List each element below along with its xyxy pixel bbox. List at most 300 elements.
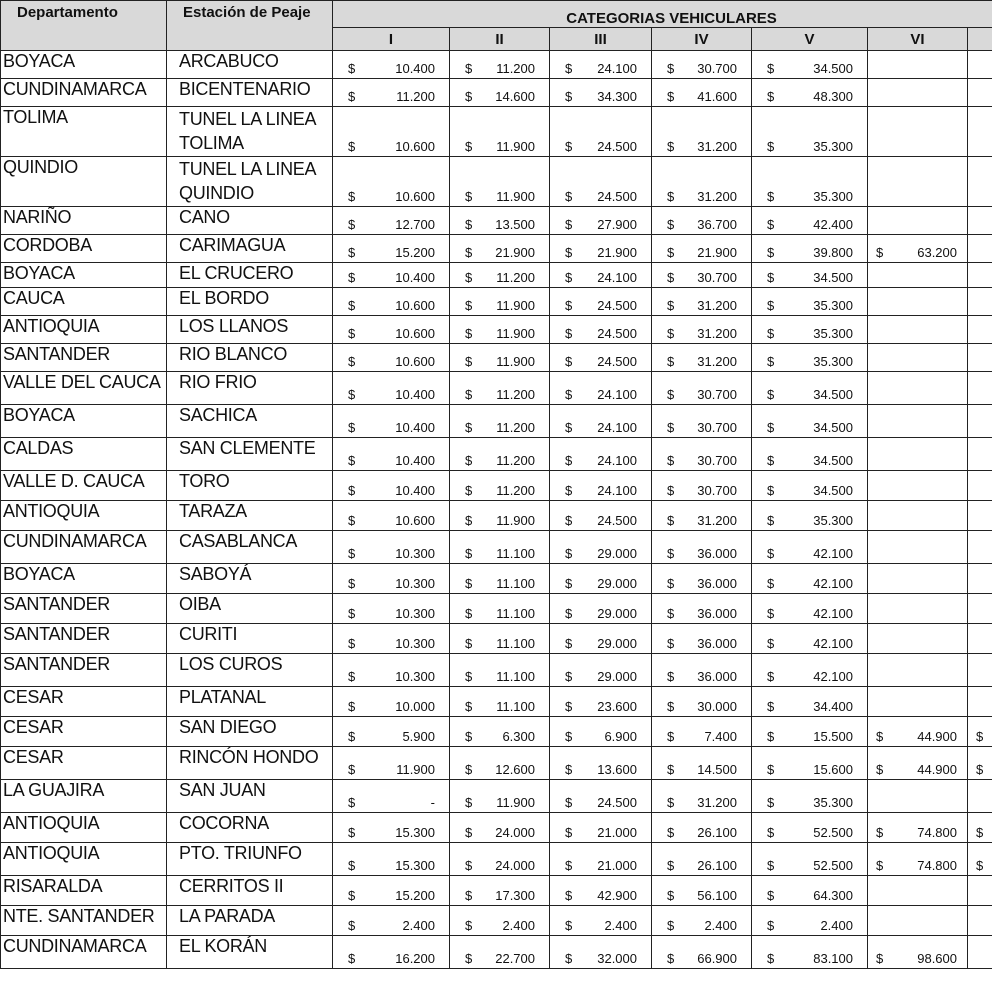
table-body: [1, 51, 992, 969]
price-cell: [652, 51, 752, 79]
price-cell: [968, 594, 992, 624]
price-cell: [652, 813, 752, 843]
currency-symbol: $: [667, 298, 675, 313]
price-value: 21.900: [697, 245, 737, 260]
department-cell: QUINDIO: [1, 157, 167, 207]
station-cell: EL CRUCERO: [167, 263, 333, 288]
price-cell: [968, 471, 992, 501]
currency-symbol: $: [667, 918, 675, 933]
price-cell: [450, 501, 550, 531]
currency-symbol: $: [767, 888, 775, 903]
price-cell: [333, 624, 450, 654]
price-cell: [450, 687, 550, 717]
price-value: 35.300: [813, 513, 853, 528]
price-cell: [550, 263, 652, 288]
department-header: Departamento: [1, 1, 167, 51]
price-cell: [652, 531, 752, 564]
price-cell: [868, 876, 968, 906]
price-cell: [450, 344, 550, 372]
price-value: 10.600: [395, 354, 435, 369]
table-row: [1, 235, 992, 263]
currency-symbol: $: [565, 420, 573, 435]
price-cell: [550, 79, 652, 107]
currency-symbol: $: [667, 606, 675, 621]
price-cell: [752, 813, 868, 843]
department-cell: BOYACA: [1, 263, 167, 288]
price-cell: [450, 471, 550, 501]
currency-symbol: $: [876, 729, 884, 744]
vehicle-categories-header: CATEGORIAS VEHICULARES: [333, 1, 992, 28]
price-value: 24.100: [597, 453, 637, 468]
price-value: 6.300: [502, 729, 535, 744]
price-cell: [450, 438, 550, 471]
price-value: 30.000: [697, 699, 737, 714]
price-cell: [333, 687, 450, 717]
station-cell: ARCABUCO: [167, 51, 333, 79]
currency-symbol: $: [348, 354, 356, 369]
price-value: 11.100: [496, 576, 535, 591]
price-cell: [450, 876, 550, 906]
price-value: 29.000: [597, 606, 637, 621]
currency-symbol: $: [348, 762, 356, 777]
price-value: 11.200: [396, 89, 435, 104]
currency-symbol: $: [876, 762, 884, 777]
table-row: [1, 438, 992, 471]
department-cell: CESAR: [1, 687, 167, 717]
table-row: [1, 207, 992, 235]
currency-symbol: $: [876, 951, 884, 966]
price-value: 42.100: [813, 606, 853, 621]
price-cell: [333, 316, 450, 344]
category-header: II: [450, 28, 550, 51]
currency-symbol: $: [348, 795, 356, 810]
price-value: 10.400: [395, 61, 435, 76]
currency-symbol: $: [767, 918, 775, 933]
department-cell: LA GUAJIRA: [1, 780, 167, 813]
table-row: [1, 564, 992, 594]
price-cell: [868, 405, 968, 438]
currency-symbol: $: [465, 669, 473, 684]
price-value: 36.000: [697, 669, 737, 684]
price-value: 42.100: [813, 546, 853, 561]
price-cell: [868, 471, 968, 501]
table-row: [1, 687, 992, 717]
price-value: 10.600: [395, 326, 435, 341]
currency-symbol: $: [348, 576, 356, 591]
currency-symbol: $: [348, 918, 356, 933]
price-cell: [550, 288, 652, 316]
currency-symbol: $: [767, 354, 775, 369]
department-cell: SANTANDER: [1, 344, 167, 372]
price-value: 22.700: [495, 951, 535, 966]
currency-symbol: $: [565, 61, 573, 76]
currency-symbol: $: [667, 89, 675, 104]
department-cell: VALLE D. CAUCA: [1, 471, 167, 501]
price-cell: [550, 405, 652, 438]
price-value: 36.000: [697, 576, 737, 591]
currency-symbol: $: [565, 326, 573, 341]
department-cell: SANTANDER: [1, 654, 167, 687]
price-cell: [752, 936, 868, 969]
currency-symbol: $: [667, 669, 675, 684]
currency-symbol: $: [348, 669, 356, 684]
currency-symbol: $: [667, 354, 675, 369]
price-value: 11.900: [496, 513, 535, 528]
station-cell: BICENTENARIO: [167, 79, 333, 107]
price-cell: [968, 207, 992, 235]
currency-symbol: $: [767, 326, 775, 341]
price-cell: [550, 501, 652, 531]
price-cell: [752, 531, 868, 564]
currency-symbol: $: [565, 795, 573, 810]
table-row: [1, 51, 992, 79]
currency-symbol: $: [767, 483, 775, 498]
price-cell: [752, 843, 868, 876]
department-cell: ANTIOQUIA: [1, 316, 167, 344]
currency-symbol: $: [767, 636, 775, 651]
price-cell: [868, 747, 968, 780]
currency-symbol: $: [465, 762, 473, 777]
price-value: 24.500: [597, 298, 637, 313]
station-cell: SABOYÁ: [167, 564, 333, 594]
price-cell: [868, 372, 968, 405]
price-value: 24.500: [597, 513, 637, 528]
table-row: [1, 654, 992, 687]
price-cell: [450, 843, 550, 876]
price-value: 11.900: [396, 762, 435, 777]
price-cell: [333, 157, 450, 207]
price-value: 36.000: [697, 636, 737, 651]
category-header: III: [550, 28, 652, 51]
currency-symbol: $: [348, 420, 356, 435]
currency-symbol: $: [348, 606, 356, 621]
price-value: 21.000: [597, 825, 637, 840]
currency-symbol: $: [667, 762, 675, 777]
price-value: 10.400: [395, 453, 435, 468]
table-row: [1, 780, 992, 813]
price-value: 24.500: [597, 354, 637, 369]
price-value: 15.300: [395, 858, 435, 873]
currency-symbol: $: [348, 270, 356, 285]
price-value: 10.400: [395, 420, 435, 435]
price-value: 24.000: [495, 858, 535, 873]
price-value: 24.500: [597, 326, 637, 341]
price-value: 13.500: [495, 217, 535, 232]
currency-symbol: $: [767, 729, 775, 744]
price-cell: [333, 813, 450, 843]
station-cell: CARIMAGUA: [167, 235, 333, 263]
currency-symbol: $: [348, 513, 356, 528]
station-cell: LOS CUROS: [167, 654, 333, 687]
price-value: 29.000: [597, 546, 637, 561]
department-cell: BOYACA: [1, 564, 167, 594]
currency-symbol: $: [667, 825, 675, 840]
table-row: [1, 906, 992, 936]
table-row: [1, 501, 992, 531]
price-value: 52.500: [813, 858, 853, 873]
price-value: 11.200: [496, 453, 535, 468]
price-cell: [752, 316, 868, 344]
price-value: 34.500: [813, 453, 853, 468]
price-cell: [333, 107, 450, 157]
price-value: 23.600: [597, 699, 637, 714]
price-value: 24.500: [597, 189, 637, 204]
price-cell: [752, 717, 868, 747]
currency-symbol: $: [465, 546, 473, 561]
price-cell: [652, 501, 752, 531]
station-cell: PTO. TRIUNFO: [167, 843, 333, 876]
price-cell: [868, 717, 968, 747]
currency-symbol: $: [348, 89, 356, 104]
price-cell: [868, 263, 968, 288]
price-value: 35.300: [813, 189, 853, 204]
table-row: [1, 471, 992, 501]
price-cell: [752, 501, 868, 531]
station-cell: TUNEL LA LINEA TOLIMA: [167, 107, 333, 157]
currency-symbol: $: [667, 858, 675, 873]
currency-symbol: $: [976, 762, 984, 777]
price-cell: [652, 207, 752, 235]
station-cell: SAN JUAN: [167, 780, 333, 813]
price-cell: [550, 654, 652, 687]
price-cell: [968, 936, 992, 969]
currency-symbol: $: [767, 189, 775, 204]
currency-symbol: $: [348, 825, 356, 840]
price-cell: [652, 624, 752, 654]
price-cell: [752, 207, 868, 235]
price-cell: [968, 531, 992, 564]
price-cell: [550, 843, 652, 876]
price-value: 34.500: [813, 483, 853, 498]
price-cell: [450, 717, 550, 747]
price-value: 10.400: [395, 483, 435, 498]
station-cell: CURITI: [167, 624, 333, 654]
price-value: 31.200: [697, 139, 737, 154]
price-value: 30.700: [697, 387, 737, 402]
price-value: 36.000: [697, 606, 737, 621]
currency-symbol: $: [876, 245, 884, 260]
price-cell: [333, 235, 450, 263]
price-value: 34.400: [813, 699, 853, 714]
price-value: 11.200: [496, 270, 535, 285]
currency-symbol: $: [667, 61, 675, 76]
currency-symbol: $: [767, 669, 775, 684]
currency-symbol: $: [465, 217, 473, 232]
table-row: [1, 157, 992, 207]
currency-symbol: $: [465, 636, 473, 651]
department-cell: CALDAS: [1, 438, 167, 471]
price-value: 29.000: [597, 636, 637, 651]
price-value: 24.500: [597, 139, 637, 154]
department-cell: ANTIOQUIA: [1, 813, 167, 843]
currency-symbol: $: [667, 513, 675, 528]
currency-symbol: $: [348, 483, 356, 498]
currency-symbol: $: [767, 825, 775, 840]
currency-symbol: $: [565, 888, 573, 903]
price-cell: [333, 564, 450, 594]
price-value: 11.100: [496, 546, 535, 561]
currency-symbol: $: [667, 217, 675, 232]
currency-symbol: $: [767, 298, 775, 313]
price-value: 39.800: [813, 245, 853, 260]
currency-symbol: $: [465, 699, 473, 714]
price-cell: [868, 344, 968, 372]
currency-symbol: $: [348, 217, 356, 232]
currency-symbol: $: [667, 888, 675, 903]
table-row: [1, 107, 992, 157]
station-cell: SACHICA: [167, 405, 333, 438]
price-cell: [450, 531, 550, 564]
price-cell: [968, 813, 992, 843]
price-value: 11.900: [496, 139, 535, 154]
price-cell: [652, 157, 752, 207]
price-value: 29.000: [597, 669, 637, 684]
price-cell: [968, 687, 992, 717]
price-value: 34.500: [813, 420, 853, 435]
price-value: 11.100: [496, 699, 535, 714]
price-cell: [752, 405, 868, 438]
price-cell: [752, 624, 868, 654]
price-cell: [550, 344, 652, 372]
currency-symbol: $: [465, 918, 473, 933]
department-cell: CAUCA: [1, 288, 167, 316]
price-cell: [752, 906, 868, 936]
price-value: 35.300: [813, 298, 853, 313]
currency-symbol: $: [976, 858, 984, 873]
table-row: [1, 316, 992, 344]
currency-symbol: $: [767, 453, 775, 468]
price-cell: [868, 906, 968, 936]
category-header: V: [752, 28, 868, 51]
table-row: [1, 372, 992, 405]
price-cell: [550, 51, 652, 79]
department-cell: BOYACA: [1, 51, 167, 79]
price-value: 24.100: [597, 483, 637, 498]
table-row: [1, 263, 992, 288]
price-value: 74.800: [917, 858, 957, 873]
price-value: 36.700: [697, 217, 737, 232]
price-cell: [450, 624, 550, 654]
currency-symbol: $: [465, 420, 473, 435]
price-cell: [652, 344, 752, 372]
currency-symbol: $: [565, 189, 573, 204]
station-cell: PLATANAL: [167, 687, 333, 717]
price-cell: [968, 654, 992, 687]
currency-symbol: $: [667, 245, 675, 260]
price-cell: [868, 654, 968, 687]
price-value: 2.400: [402, 918, 435, 933]
price-cell: [550, 594, 652, 624]
department-cell: CUNDINAMARCA: [1, 531, 167, 564]
price-cell: [450, 51, 550, 79]
price-value: 2.400: [604, 918, 637, 933]
price-cell: [450, 405, 550, 438]
currency-symbol: $: [876, 825, 884, 840]
station-cell: SAN DIEGO: [167, 717, 333, 747]
currency-symbol: $: [767, 699, 775, 714]
price-cell: [450, 372, 550, 405]
station-cell: CERRITOS II: [167, 876, 333, 906]
currency-symbol: $: [465, 326, 473, 341]
price-value: 21.900: [495, 245, 535, 260]
station-cell: TUNEL LA LINEA QUINDIO: [167, 157, 333, 207]
price-cell: [968, 501, 992, 531]
table-row: [1, 813, 992, 843]
currency-symbol: $: [465, 245, 473, 260]
price-cell: [968, 780, 992, 813]
table-row: [1, 405, 992, 438]
currency-symbol: $: [876, 858, 884, 873]
table-row: [1, 594, 992, 624]
department-cell: CESAR: [1, 747, 167, 780]
price-value: 10.000: [395, 699, 435, 714]
price-value: 11.900: [496, 795, 535, 810]
currency-symbol: $: [348, 298, 356, 313]
price-value: 15.200: [395, 888, 435, 903]
currency-symbol: $: [565, 669, 573, 684]
price-cell: [652, 876, 752, 906]
table-row: [1, 624, 992, 654]
table-row: [1, 843, 992, 876]
price-cell: [868, 813, 968, 843]
price-value: 24.100: [597, 420, 637, 435]
price-cell: [752, 654, 868, 687]
price-value: 24.500: [597, 795, 637, 810]
price-value: 10.600: [395, 298, 435, 313]
currency-symbol: $: [348, 189, 356, 204]
price-cell: [550, 717, 652, 747]
currency-symbol: $: [667, 326, 675, 341]
currency-symbol: $: [565, 825, 573, 840]
price-cell: [868, 843, 968, 876]
station-cell: EL KORÁN: [167, 936, 333, 969]
price-cell: [450, 157, 550, 207]
price-cell: [868, 438, 968, 471]
price-value: 30.700: [697, 270, 737, 285]
price-value: 32.000: [597, 951, 637, 966]
price-cell: [550, 531, 652, 564]
price-cell: [652, 316, 752, 344]
price-value: 56.100: [697, 888, 737, 903]
currency-symbol: $: [667, 420, 675, 435]
department-cell: CUNDINAMARCA: [1, 936, 167, 969]
table-row: [1, 936, 992, 969]
department-cell: NTE. SANTANDER: [1, 906, 167, 936]
price-value: 15.600: [813, 762, 853, 777]
price-cell: [333, 51, 450, 79]
price-value: 11.900: [496, 354, 535, 369]
price-cell: [652, 594, 752, 624]
price-value: 14.600: [495, 89, 535, 104]
currency-symbol: $: [565, 636, 573, 651]
currency-symbol: $: [348, 453, 356, 468]
currency-symbol: $: [767, 270, 775, 285]
price-cell: [450, 813, 550, 843]
price-cell: [333, 843, 450, 876]
department-cell: BOYACA: [1, 405, 167, 438]
price-cell: [550, 157, 652, 207]
price-cell: [333, 471, 450, 501]
price-cell: [652, 654, 752, 687]
category-header: I: [333, 28, 450, 51]
currency-symbol: $: [667, 453, 675, 468]
currency-symbol: $: [565, 762, 573, 777]
price-cell: [868, 288, 968, 316]
currency-symbol: $: [465, 270, 473, 285]
station-cell: OIBA: [167, 594, 333, 624]
currency-symbol: $: [465, 513, 473, 528]
price-value: 31.200: [697, 298, 737, 313]
